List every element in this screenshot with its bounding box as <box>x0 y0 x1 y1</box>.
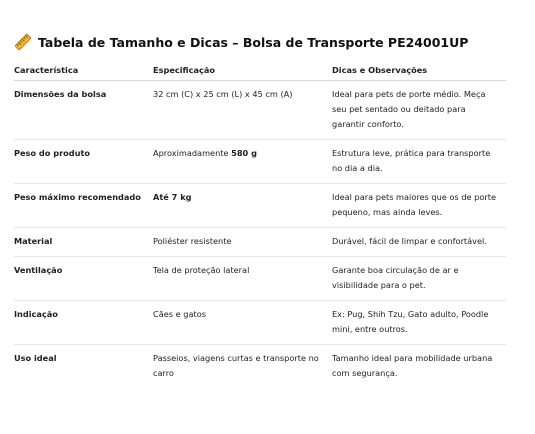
table-row <box>14 345 506 389</box>
tip-cell: Ideal para pets de porte médio. Meça seu pet sentado ou deitado para garantir conforto. <box>332 81 506 140</box>
page-title <box>14 32 506 52</box>
table-row <box>14 140 506 184</box>
spec-cell: Passeios, viagens curtas e transporte no carro <box>153 353 319 378</box>
tip-cell: Ex: Pug, Shih Tzu, Gato adulto, Poodle mini, entre outros. <box>332 301 506 345</box>
spec-max-weight: Até 7 kg <box>153 192 192 202</box>
spec-cell: Poliéster resistente <box>153 228 332 257</box>
feature-cell: Indicação <box>14 301 153 345</box>
column-header-tips: Dicas e Observações <box>332 60 506 81</box>
page-title-text: Tabela de Tamanho e Dicas – Bolsa de Transporte PE24001UP <box>38 34 469 50</box>
feature-cell: Material <box>14 228 153 257</box>
tip-cell: Tamanho ideal para mobilidade urbana com segurança. <box>332 353 493 378</box>
size-table <box>14 60 506 388</box>
tip-cell: Garante boa circulação de ar e visibilidade para o pet. <box>332 257 506 301</box>
spec-cell: 32 cm (C) x 25 cm (L) x 45 cm (A) <box>153 81 332 140</box>
page <box>0 32 506 388</box>
feature-cell: Peso do produto <box>14 140 153 184</box>
spec-cell: Cães e gatos <box>153 301 332 345</box>
feature-cell: Peso máximo recomendado <box>14 184 153 228</box>
table-row <box>14 81 506 140</box>
spec-cell: Tela de proteção lateral <box>153 257 332 301</box>
column-header-spec: Especificação <box>153 60 332 81</box>
tip-cell: Durável, fácil de limpar e confortável. <box>332 228 506 257</box>
spec-cell <box>153 140 332 184</box>
spec-cell <box>153 184 332 228</box>
spec-weight-value: 580 g <box>231 148 257 158</box>
table-header-row <box>14 60 506 81</box>
table-row <box>14 301 506 345</box>
tip-cell: Estrutura leve, prática para transporte no dia a dia. <box>332 140 506 184</box>
table-row <box>14 228 506 257</box>
feature-cell: Uso ideal <box>14 353 57 363</box>
ruler-icon <box>14 33 32 51</box>
table-row <box>14 184 506 228</box>
column-header-feature: Característica <box>14 60 153 81</box>
feature-cell: Dimensões da bolsa <box>14 81 153 140</box>
spec-prefix: Aproximadamente <box>153 148 232 158</box>
feature-cell: Ventilação <box>14 257 153 301</box>
table-row <box>14 257 506 301</box>
tip-cell: Ideal para pets maiores que os de porte pequeno, mas ainda leves. <box>332 184 506 228</box>
